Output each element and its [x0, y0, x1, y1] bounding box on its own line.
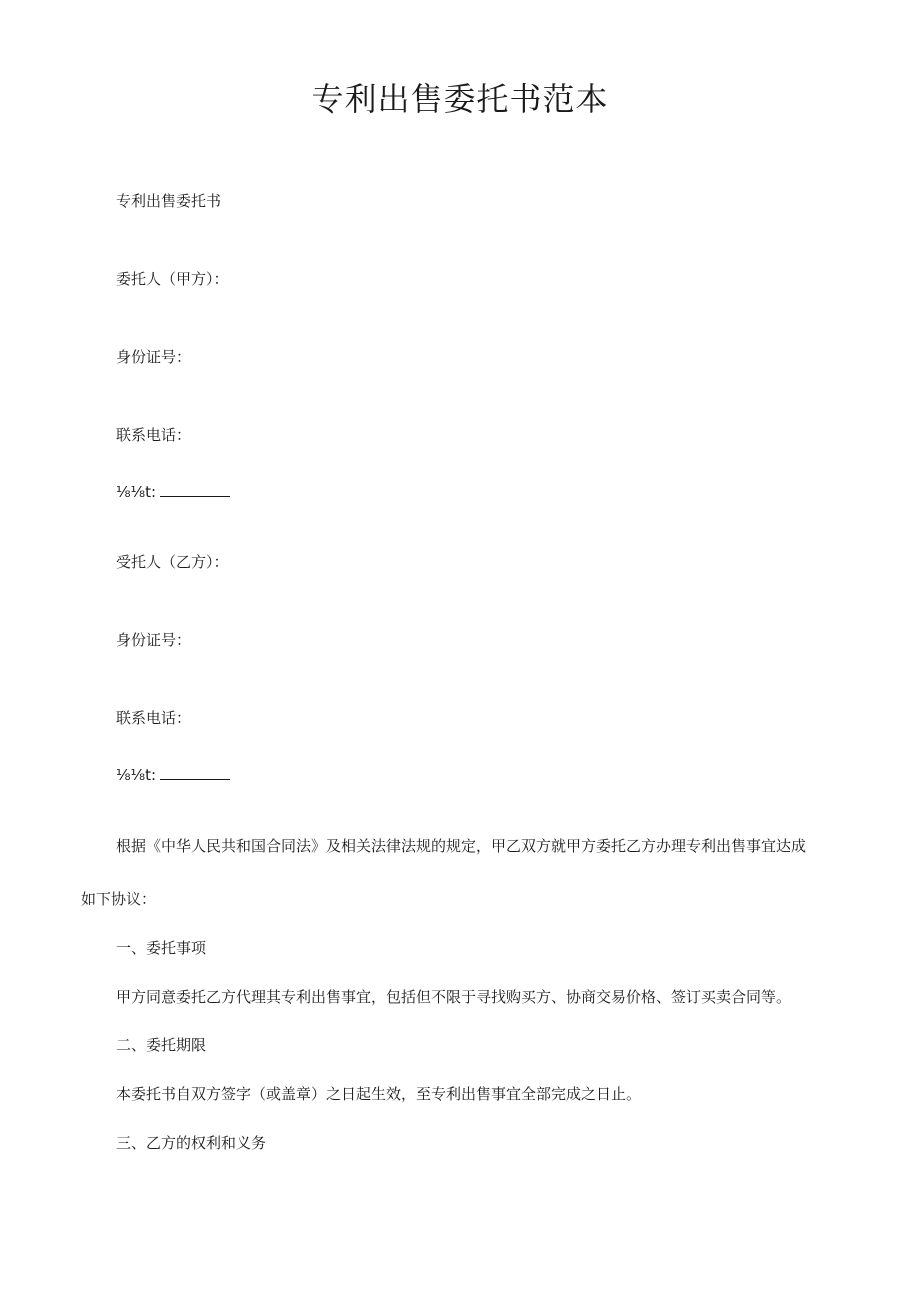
section-1-body: 甲方同意委托乙方代理其专利出售事宜，包括但不限于寻找购买方、协商交易价格、签订买卖合同等。 [116, 988, 792, 1006]
section-2-body: 本委托书自双方签字（或盖章）之日起生效，至专利出售事宜全部完成之日止。 [116, 1085, 642, 1103]
party-b-address-row [116, 764, 230, 786]
party-a-address-label: ⅛⅛t: [116, 483, 157, 501]
section-2-heading: 二、委托期限 [116, 1036, 207, 1054]
party-b-label: 受托人（乙方）： [116, 553, 229, 571]
party-a-address-blank [160, 481, 230, 497]
party-b-address-blank [160, 764, 230, 780]
section-3-heading: 三、乙方的权利和义务 [116, 1134, 267, 1152]
party-a-id-label: 身份证号： [116, 348, 192, 366]
party-b-id-label: 身份证号： [116, 631, 192, 649]
party-a-phone-label: 联系电话： [116, 426, 192, 444]
preamble-line-1: 根据《中华人民共和国合同法》及相关法律法规的规定，甲乙双方就甲方委托乙方办理专利出售事宜达成 [116, 837, 807, 855]
party-a-address-row [116, 481, 230, 503]
party-a-label: 委托人（甲方）： [116, 270, 229, 288]
section-1-heading: 一、委托事项 [116, 939, 207, 957]
party-b-address-label: ⅛⅛t: [116, 766, 157, 784]
document-title: 专利出售委托书范本 [311, 80, 609, 118]
document-subtitle: 专利出售委托书 [116, 192, 222, 210]
preamble-line-2: 如下协议： [81, 890, 157, 908]
party-b-phone-label: 联系电话： [116, 709, 192, 727]
